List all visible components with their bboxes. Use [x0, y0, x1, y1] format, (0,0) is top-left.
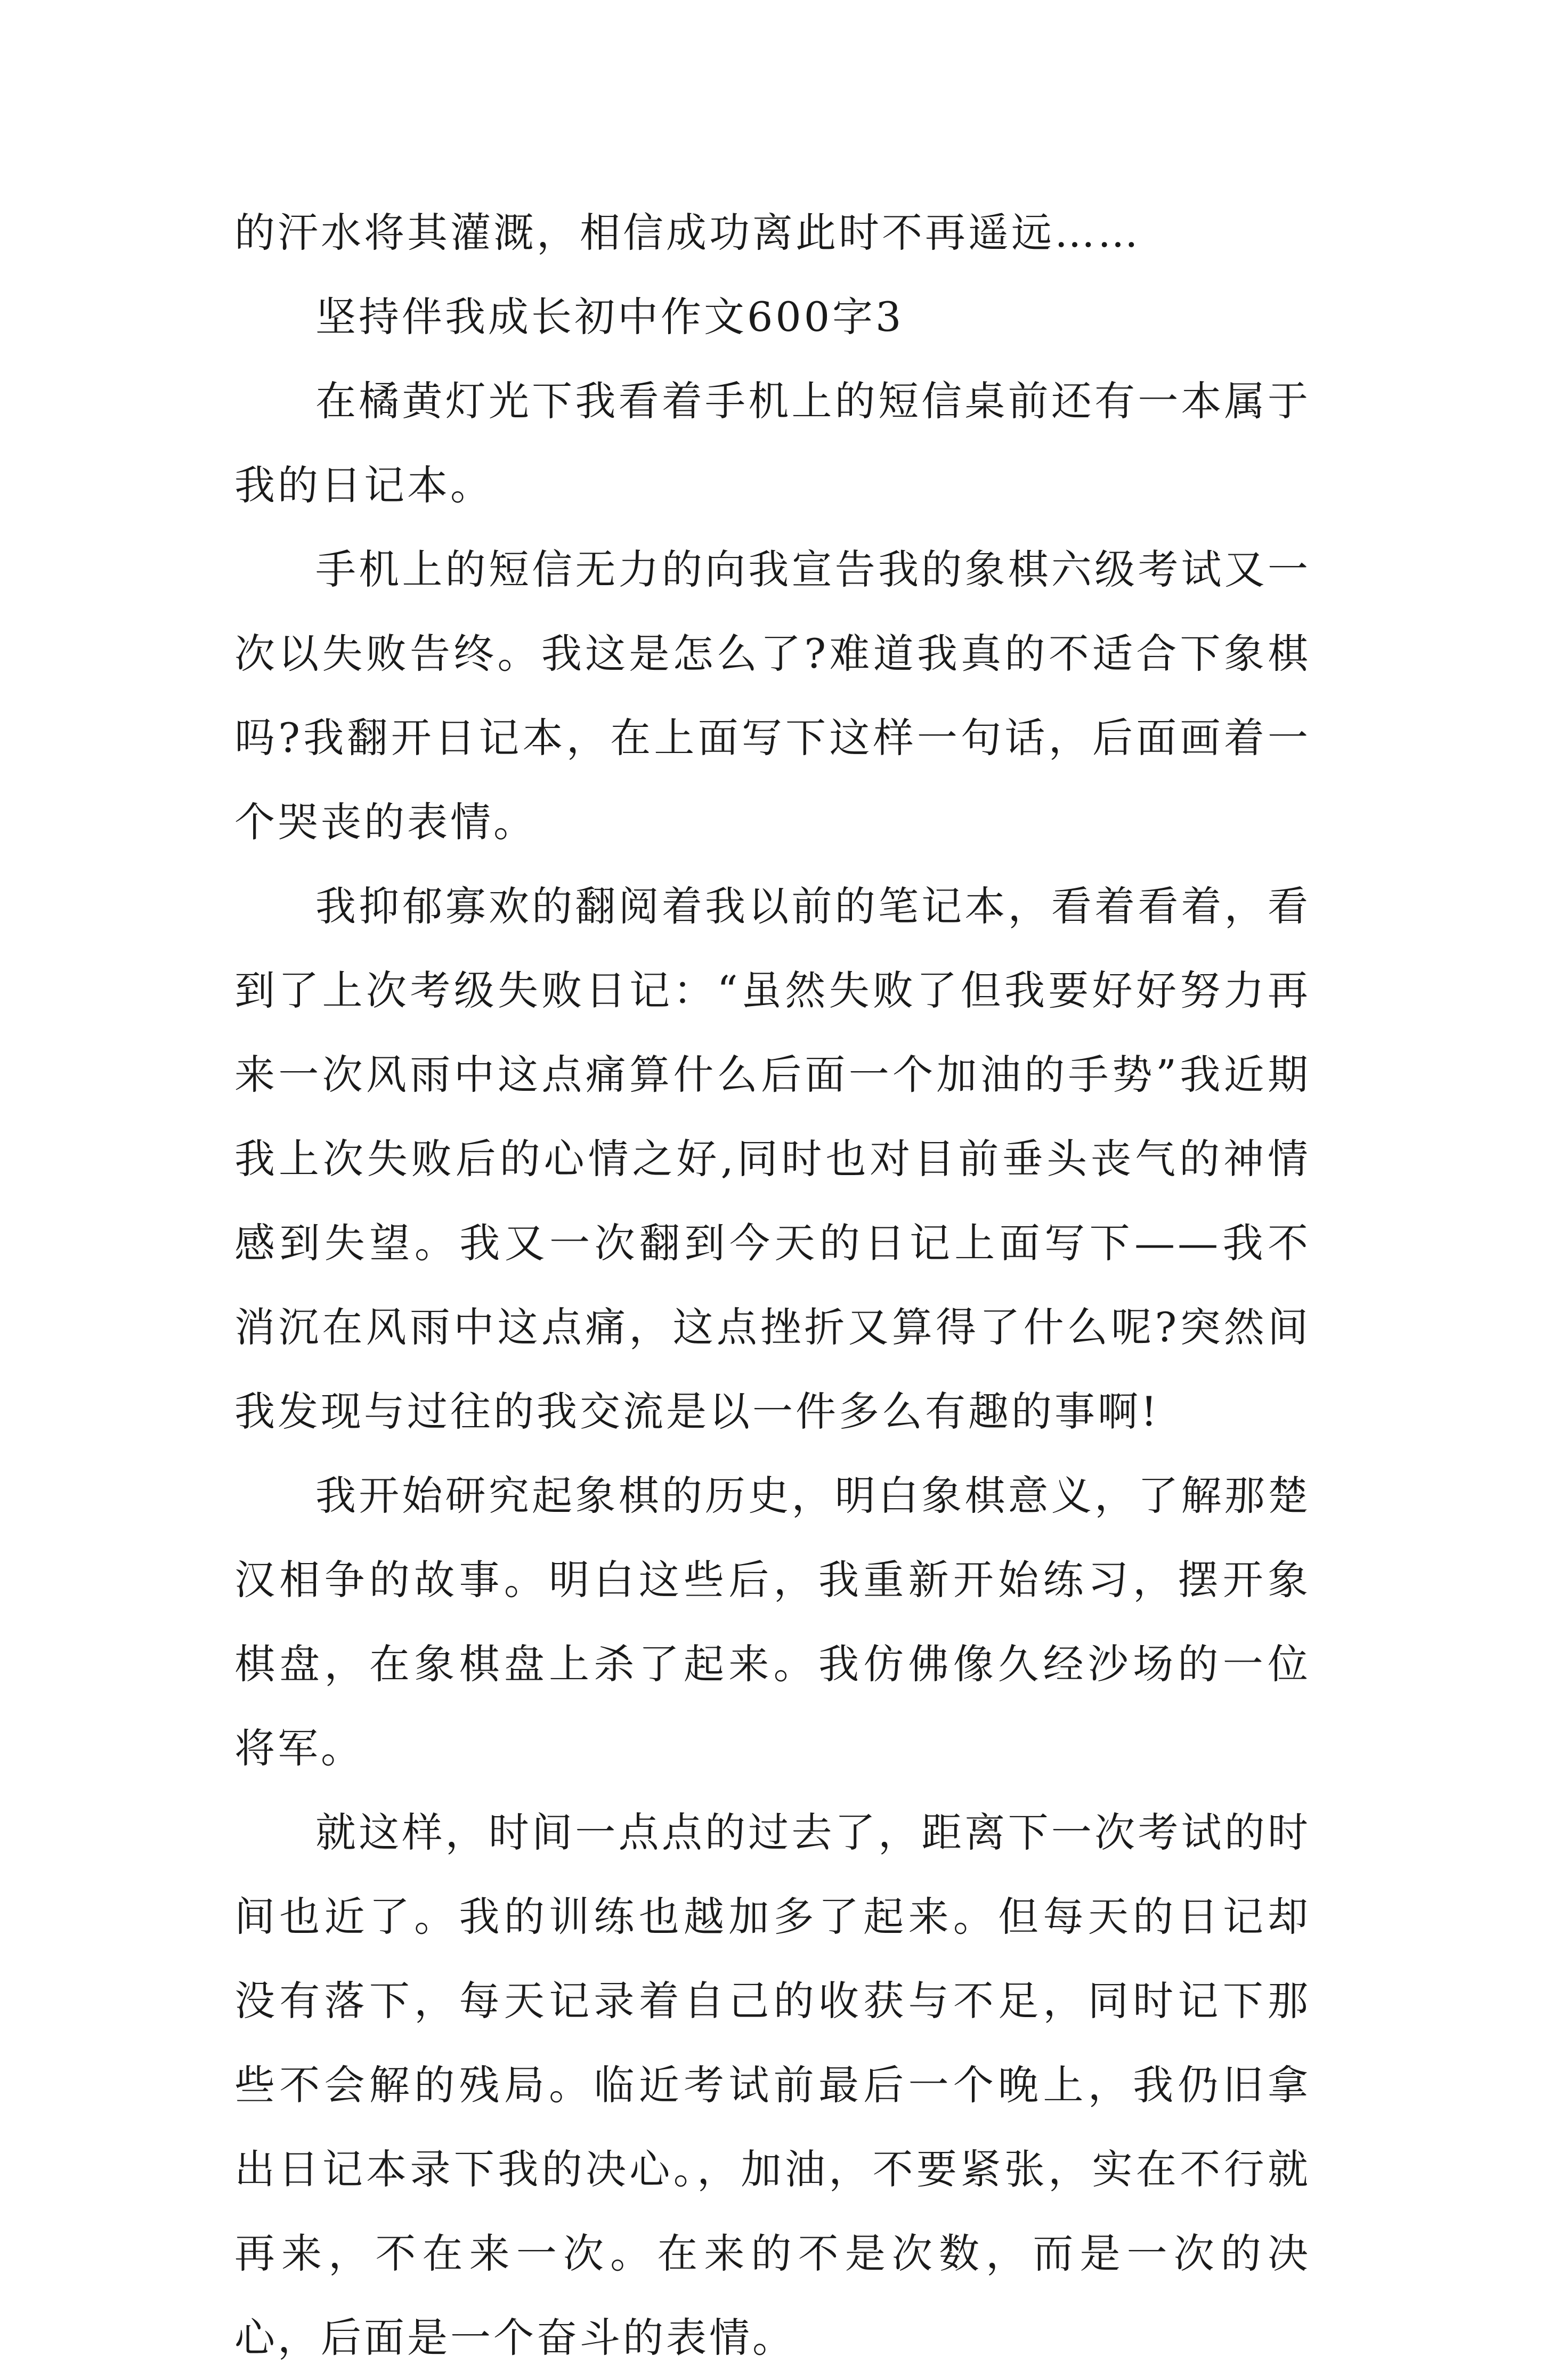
paragraph-5: 就这样，时间一点点的过去了，距离下一次考试的时间也近了。我的训练也越加多了起来。但每天的日记却没有落下，每天记录着自己的收获与不足，同时记下那些不会解的残局。临近考试前最后一个晚上，我仍旧拿出日记本录下我的决心。，加油，不要紧张，实在不行就再来，不在来一次。在来的不是次数，而是一次的决心，后面是一个奋斗的表情。 [234, 1809, 1311, 2361]
paragraph-1: 在橘黄灯光下我看着手机上的短信桌前还有一本属于我的日记本。 [234, 377, 1311, 509]
continuation-paragraph: 的汗水将其灌溉，相信成功离此时不再遥远…… [234, 209, 1141, 256]
essay-heading: 坚持伴我成长初中作文600字3 [315, 293, 904, 341]
paragraph-2: 手机上的短信无力的向我宣告我的象棋六级考试又一次以失败告终。我这是怎么了?难道我真的不适合下象棋吗?我翻开日记本，在上面写下这样一句话，后面画着一个哭丧的表情。 [234, 546, 1311, 846]
document-body [234, 191, 1311, 2380]
paragraph-4: 我开始研究起象棋的历史，明白象棋意义，了解那楚汉相争的故事。明白这些后，我重新开始练习，摆开象棋盘，在象棋盘上杀了起来。我仿佛像久经沙场的一位将军。 [234, 1472, 1311, 1772]
paragraph-3: 我抑郁寡欢的翻阅着我以前的笔记本，看着看着，看到了上次考级失败日记：“虽然失败了但我要好好努力再来一次风雨中这点痛算什么后面一个加油的手势”我近期我上次失败后的心情之好,同时也对目前垂头丧气的神情感到失望。我又一次翻到今天的日记上面写下——我不消沉在风雨中这点痛，这点挫折又算得了什么呢?突然间我发现与过往的我交流是以一件多么有趣的事啊! [234, 883, 1311, 1435]
